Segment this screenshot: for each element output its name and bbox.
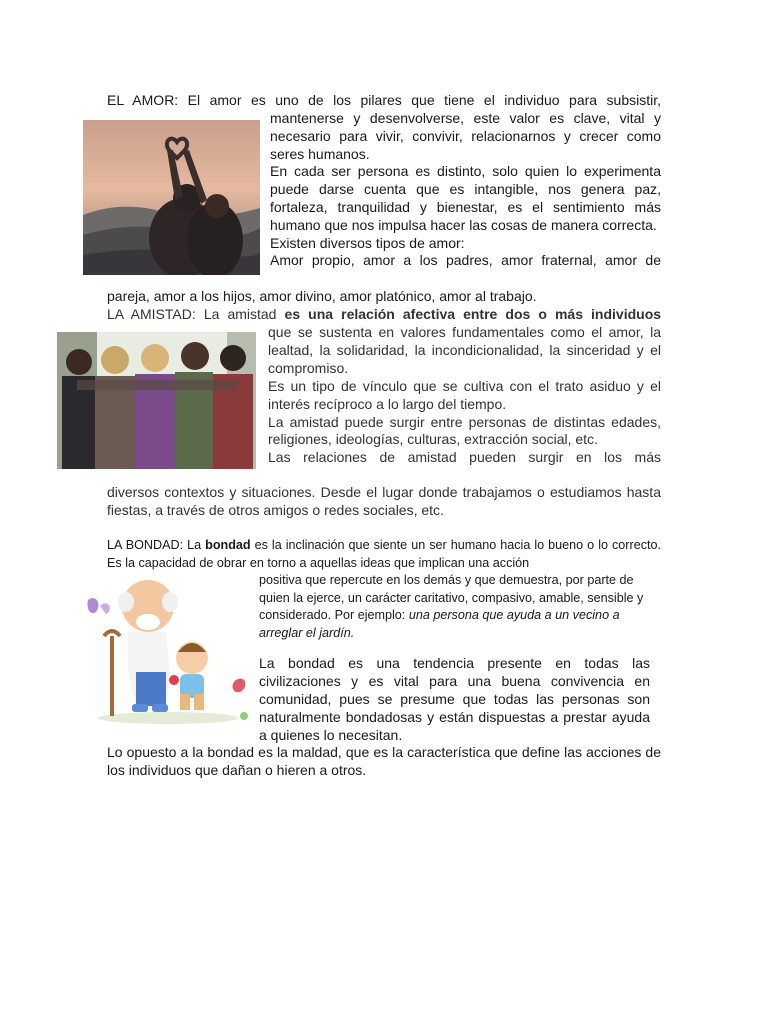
bondad-example: una persona que ayuda a un vecino a arreglar el jardín.	[259, 608, 620, 640]
bondad-paragraph-3: Lo opuesto a la bondad es la maldad, que es la característica que define las acciones de los individuos que dañan o hieren a otros.	[107, 744, 661, 778]
bondad-paragraph-2: La bondad es una tendencia presente en todas las civilizaciones y es vital para una buena convivencia en comunidad, pues se presume que todas las personas son naturalmente bondadosas y están dispuestas a prestar ayuda a quienes lo necesitan.	[259, 655, 650, 744]
bondad-title: LA BONDAD: La	[107, 538, 202, 552]
heart-hands-photo	[83, 120, 260, 275]
bondad-title-bold: bondad	[205, 538, 251, 552]
bondad-intro	[107, 537, 661, 572]
amistad-contexts-end: diversos contextos y situaciones. Desde el lugar donde trabajamos o estudiamos hasta fiestas, a través de otros amigos o redes sociales, etc.	[107, 484, 661, 518]
amistad-intro-bold: es una relación afectiva entre dos o más individuos	[284, 306, 662, 322]
amistad-intro-rest: que se sustenta en valores fundamentales como el amor, la lealtad, la solidaridad, la incondicionalidad, la sinceridad y el compromiso.	[268, 324, 661, 376]
amor-paragraph-2: En cada ser persona es distinto, solo quien lo experimenta puede darse cuenta que es intangible, nos genera paz, fortaleza, tranquilidad y bienestar, es el sentimiento más humano que nos impulsa hacer las cosas de manera correcta.	[270, 163, 661, 233]
amor-paragraph-3: Existen diversos tipos de amor:	[270, 234, 465, 251]
bondad-paragraph-1-text: positiva que repercute en los demás y que demuestra, por parte de quien la ejerce, un carácter caritativo, compasivo, amable, sensible y considerado. Por ejemplo:	[259, 573, 644, 623]
amistad-intro-plain: La amistad	[203, 306, 277, 322]
amistad-contexts-start: Las relaciones de amistad pueden surgir en los más	[268, 449, 661, 466]
amor-intro-line: EL AMOR: El amor es uno de los pilares que tiene el individuo para subsistir,	[107, 92, 661, 108]
amistad-title: LA AMISTAD:	[107, 306, 196, 322]
amistad-paragraph-2: Es un tipo de vínculo que se cultiva con el trato asiduo y el interés recíproco a lo largo del tiempo.	[268, 377, 661, 412]
bondad-paragraph-1	[259, 572, 650, 642]
amistad-intro-line	[107, 306, 661, 324]
amor-types-start: Amor propio, amor a los padres, amor fraternal, amor de	[270, 252, 661, 269]
amor-types-end: pareja, amor a los hijos, amor divino, amor platónico, amor al trabajo.	[107, 288, 537, 304]
amor-intro-rest: mantenerse y desenvolverse, este valor es clave, vital y necesario para vivir, convivir, relacionarnos y crecer como seres humanos.	[270, 110, 661, 162]
grandfather-child-illustration	[86, 576, 249, 726]
friends-hugging-photo	[57, 332, 256, 469]
bondad-intro-rest: es la inclinación que siente un ser humano hacia lo bueno o lo correcto. Es la capacidad de obrar en torno a aquellas ideas que implican una acción	[107, 538, 661, 570]
amistad-paragraph-3: La amistad puede surgir entre personas de distintas edades, religiones, ideologías, culturas, extracción social, etc.	[268, 413, 661, 448]
